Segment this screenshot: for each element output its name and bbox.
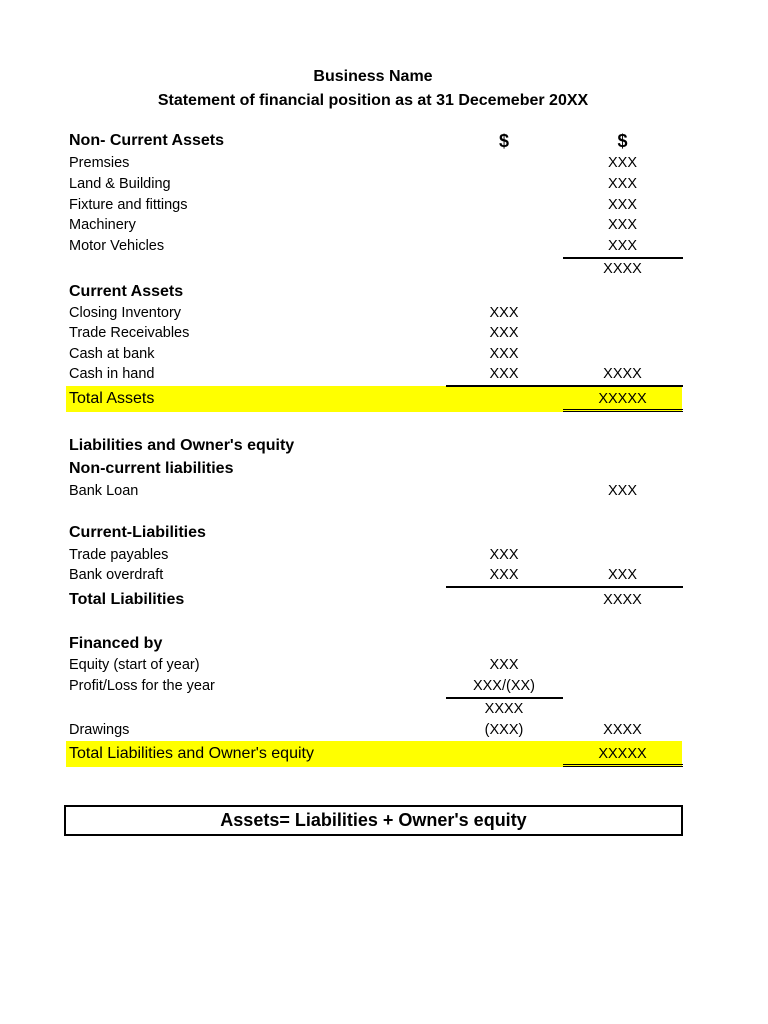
financed-by-heading-row bbox=[66, 634, 682, 654]
line-item bbox=[66, 153, 682, 173]
total-label: Total Liabilities bbox=[69, 591, 185, 608]
line-item bbox=[66, 565, 682, 585]
section-heading: Non- Current Assets bbox=[69, 132, 224, 149]
total-amount: XXXXX bbox=[598, 746, 647, 762]
total-amount: XXXX bbox=[603, 592, 642, 608]
total-label: Total Assets bbox=[69, 390, 155, 407]
line-item-amount: XXX bbox=[607, 176, 637, 192]
subtotal-amount: XXXX bbox=[484, 701, 524, 717]
column-heading-dollar: $ bbox=[498, 131, 509, 151]
total-double-rule bbox=[563, 764, 683, 767]
line-item bbox=[66, 323, 682, 343]
line-item bbox=[66, 545, 682, 565]
total-liabilities-row bbox=[66, 590, 682, 610]
line-item-label: Cash at bank bbox=[69, 346, 155, 362]
line-item-label: Closing Inventory bbox=[69, 305, 182, 321]
subtotal-amount: XXXX bbox=[603, 722, 642, 738]
current-assets-heading-row bbox=[66, 282, 682, 302]
line-item-amount: XXX bbox=[489, 325, 519, 341]
total-rule-top bbox=[446, 385, 683, 387]
line-item-amount: XXX bbox=[607, 155, 637, 171]
statement-title: Statement of financial position as at 31 Decemeber 20XX bbox=[157, 92, 589, 109]
line-item bbox=[66, 481, 682, 501]
section-heading: Financed by bbox=[69, 635, 163, 652]
line-item bbox=[66, 215, 682, 235]
non-current-liabilities-heading-row bbox=[66, 459, 682, 479]
subtotal-row bbox=[66, 699, 682, 719]
line-item bbox=[66, 655, 682, 675]
line-item-label: Motor Vehicles bbox=[69, 238, 165, 254]
subtotal-amount: XXXX bbox=[603, 261, 642, 277]
line-item-amount: XXX bbox=[489, 366, 519, 382]
subtotal-amount: XXX bbox=[607, 567, 637, 583]
line-item-label: Drawings bbox=[69, 722, 130, 738]
line-item-amount: XXX bbox=[489, 305, 519, 321]
line-item bbox=[66, 303, 682, 323]
line-item-label: Trade payables bbox=[69, 547, 169, 563]
line-item-label: Equity (start of year) bbox=[69, 657, 200, 673]
line-item bbox=[66, 344, 682, 364]
column-heading-dollar: $ bbox=[617, 131, 628, 151]
line-item-label: Bank Loan bbox=[69, 483, 139, 499]
line-item-label: Land & Building bbox=[69, 176, 171, 192]
line-item-label: Premsies bbox=[69, 155, 130, 171]
section-heading: Liabilities and Owner's equity bbox=[69, 437, 295, 454]
subtotal-amount: XXXX bbox=[603, 366, 642, 382]
line-item bbox=[66, 174, 682, 194]
total-amount: XXXXX bbox=[598, 391, 647, 407]
line-item bbox=[66, 364, 682, 384]
line-item-amount: XXX bbox=[607, 483, 637, 499]
line-item bbox=[66, 236, 682, 256]
section-heading: Current Assets bbox=[69, 283, 184, 300]
subtotal-row bbox=[66, 259, 682, 279]
line-item bbox=[66, 676, 682, 696]
line-item bbox=[66, 720, 682, 740]
line-item-amount: XXX bbox=[607, 217, 637, 233]
total-label: Total Liabilities and Owner's equity bbox=[69, 745, 314, 762]
line-item-label: Fixture and fittings bbox=[69, 197, 188, 213]
line-item-amount: XXX bbox=[489, 567, 519, 583]
line-item-label: Cash in hand bbox=[69, 366, 155, 382]
line-item-amount: XXX bbox=[607, 197, 637, 213]
line-item-label: Profit/Loss for the year bbox=[69, 678, 215, 694]
line-item bbox=[66, 195, 682, 215]
current-liabilities-heading-row bbox=[66, 523, 682, 543]
total-rule-top bbox=[446, 586, 683, 588]
line-item-amount: XXX bbox=[489, 346, 519, 362]
line-item-amount: XXX bbox=[607, 238, 637, 254]
business-name: Business Name bbox=[313, 68, 433, 85]
liabilities-heading-row bbox=[66, 436, 682, 456]
total-double-rule bbox=[563, 409, 683, 412]
line-item-amount: XXX/(XX) bbox=[472, 678, 536, 694]
line-item-amount: XXX bbox=[489, 547, 519, 563]
accounting-equation-box: Assets= Liabilities + Owner's equity bbox=[64, 805, 683, 836]
section-heading: Non-current liabilities bbox=[69, 460, 234, 477]
line-item-amount: XXX bbox=[489, 657, 519, 673]
line-item-label: Machinery bbox=[69, 217, 136, 233]
non-current-assets-heading-row bbox=[66, 131, 682, 151]
line-item-label: Trade Receivables bbox=[69, 325, 190, 341]
line-item-amount: (XXX) bbox=[484, 722, 524, 738]
line-item-label: Bank overdraft bbox=[69, 567, 164, 583]
section-heading: Current-Liabilities bbox=[69, 524, 206, 541]
